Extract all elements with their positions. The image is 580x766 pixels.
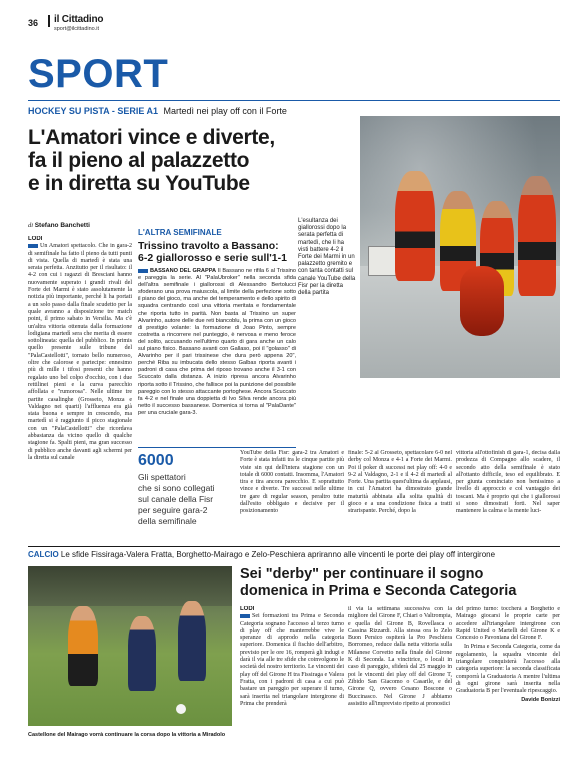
calcio-column-3 xyxy=(456,606,560,751)
calcio-kicker-label: CALCIO xyxy=(28,550,59,559)
byline-prefix: di xyxy=(28,222,34,229)
calcio-author: Davide Bonizzi xyxy=(521,696,560,703)
calcio-column-3b-text: In Prima e Seconda Categoria, come da regolamento, la squadra vincente del triangolare conquisterà l'accesso alla categoria superiore: la seconda classificata comporrà la Graduatoria A mentre l'ultima di ogni girone sarà inserita nella Graduatoria B per l'eventuale ripescaggio. xyxy=(456,644,560,695)
bullet-icon xyxy=(138,269,148,273)
calcio-column-1 xyxy=(240,606,344,751)
bullet-icon xyxy=(28,244,38,248)
article-column-4: vittoria all'ottofinish di gara-1, decisa dalla prodezza di Compagno allo scadere, il secondo atto della semifinale è stato all'ottanto difficile, teso ed equilibrato. E per giunta cominciato non benissimo a livello di approccio e col vantaggio dei toscani. Ma è proprio qui che i giallorossi si sono dimostrati forti. Nel saper mantenere la calma e la mente luci- xyxy=(456,450,560,515)
calcio-column-3a-text: del primo turno: toccherà a Borghetto e Mairago giocarsi le proprie carte per accedere all'triangolare intergirone con Rapid United o Martelli del Girone K e Concesio o Pavoniana del Girone F. xyxy=(456,606,560,642)
email-link[interactable]: sport@ilcittadino.it xyxy=(54,26,100,32)
section-title: SPORT xyxy=(28,52,169,96)
sidebar-text: Il Bassano ne rifila 6 al Trissino e pareggia la serie. Al "PalaUbroker" nella seconda sfida dell'altra semifinale i giallorossi di Alessandro Bertolucci sfoderano una prova maiuscola, al limite della perfezione sotto il piano del gioco, ma anche del temperamento e dello spirito di squadra centrando così una vittoria meritata e fondamentale che riporta tutto in parità. Non basta al Trissino un super Alvarinho, autore delle due reti biancoblu, la prima con un gioco di prestigio volante: la formazione di Joao Pinto, sempre costretta a rincorrere nel punteggio, è nervosa e meno feroce del solito, accusando nell'ultimo quarto di gara anche un calo sul piano fisico. Bassano avanti con Gallaso, poi il "golasso" di Alvarinho per il pari trissinese che dura però appena 20", perché Riba su imbucata dello stesso Galbas riporta avanti i padroni di casa che prima del riposo trovano anche il 3-1 con Scuccato dalla distanza. A inizio ripresa ancora Alvarinho riporta sotto il Trissino, che fallisce poi la punizione del possibile pareggio con lo stesso attaccante portoghese. Ancora Scuccato fa 4-2 e nel finale una doppietta di Ivo Silva rende ancora più netto il successo bassanese. Domenica si torna al "PalaDante" per una cruciale gara-3. xyxy=(138,268,296,416)
article-column-3: finale: 5-2 al Grosseto, spettacolare 6-0 nel derby col Monza e 4-1 a Forte dei Marmi. Poi il poker di successi nei play off: 4-0 e 9-2 al Valdagno, 2-1 e il 4-2 di martedì al Forte. Una partita quest'ultima da applausi, in cui l'Amatori ha dimostrato grande maturità abbinata alla solita qualità di gioco e a una condizione fisica a tratti strarispante. Perché, dopo la xyxy=(348,450,452,515)
page-number: 36 xyxy=(28,18,39,28)
byline-author: Stefano Banchetti xyxy=(34,222,90,229)
stat-text-line-5: della semifinale xyxy=(138,516,197,526)
stat-text-line-4: per seguire gara-2 xyxy=(138,505,208,515)
sidebar-headline-line-1: Trissino travolto a Bassano: xyxy=(138,240,279,252)
calcio-column-2: il via la settimana successiva con la migliore del Girone F, Chiari o Valtrompia, e quella del Girone B, Rovellasca o Cassina Rizzardi. Alla stessa ora lo Zelo Buon Persico ospiterà la Pro Peschiera Borromeo, reduce dalla netta vittoria sulla Milanese Corvetto nella finale del Girone K di Seconda. La vincitrice, o locali in caso di pareggio, sfiderà dal 25 maggio in poi le vincenti dei play off del Girone T, Zibido San Giacomo o Casarile, e del Girone Q, ovvero Cesano Boscone o Buccinasco. Nel Girone J abbiamo assistito all'imprevisto ripetto ai pronostici xyxy=(348,606,452,707)
sidebar-dateline: BASSANO DEL GRAPPA xyxy=(150,268,217,274)
calcio-kicker-text: Le sfide Fissiraga-Valera Fratta, Borghetto-Mairago e Zelo-Peschiera apriranno alle vincenti le porte dei play off intergirone xyxy=(60,550,496,559)
section-divider xyxy=(28,546,560,547)
headline xyxy=(28,126,328,195)
calcio-column-1-text: Sei formazioni tra Prima e Seconda Categoria sognano l'accesso al terzo turno di play off che manterrebbe vive le speranze di approdo nella categoria superiore. Domenica il fischio dell'arbitro, previsto per le ore 16, romperà gli indugi e darà il via alle tre sfide che coinvolgono le società del nostro territorio. Le vincenti dei play off del Girone H tra Fissiraga e Valera Fratta, con i padroni di casa a cui può bastare un pareggio per superare il turno, sarà inserita nel triangolare intergirone di Prima che prenderà xyxy=(240,613,344,707)
sidebar-body xyxy=(138,268,296,443)
sidebar-headline-line-2: 6-2 giallorosso e serie sull'1-1 xyxy=(138,252,287,264)
headline-line-2: fa il pieno al palazzetto xyxy=(28,149,250,172)
sidebar-headline xyxy=(138,240,298,264)
calcio-photo xyxy=(28,566,232,726)
kicker-text: Martedì nei play off con il Forte xyxy=(163,106,287,116)
sidebar-kicker: L'ALTRA SEMIFINALE xyxy=(138,228,222,237)
bullet-icon xyxy=(240,614,250,618)
stat-text-line-2: che si sono collegati xyxy=(138,483,215,493)
hockey-photo-caption: L'esultanza dei giallorossi dopo la serata perfetta di martedì, che li ha visti battere 4-2 il Forte dei Marmi in un palazzetto gremito e con tanta contatti sul canale YouTube della Fisr per la diretta della partita xyxy=(298,218,356,297)
calcio-headline-line-1: Sei "derby" per continuare il sogno xyxy=(240,566,484,582)
brand-name: il Cittadino xyxy=(54,14,104,25)
headline-line-3: e in diretta su YouTube xyxy=(28,172,250,195)
dateline: LODI xyxy=(28,236,43,242)
calcio-kicker xyxy=(28,550,560,560)
column-1-text: Un Amatori spettacolo. Che in gara-2 di semifinale ha fatto il pieno da tutti punti di vista. Quella di martedì è stata una serata perfetta. Anzitutto per il risultato: il 4-2 con cui i ragazzi di Bresciani hanno nuovamente superato i grandi rivali del Forte dei Marmi è stato assolutamente la notizia più importante, perché li ha portati a un solo passo dalla finale scudetto per la quale avranno a disposizione tre match point, il primo sabato in Versilia. Ma c'è un'altra vittoria ottenuta dalla formazione lodigiana martedì sera che merita di essere sottolineata: quella del pubblico. In primis quello presente sulle tribune del "PalaCastellotti", tornato bello numeroso, oltre che calorose e partecipe: ennesimo più di mille i tifosi presenti che hanno regalato uno bel colpo d'occhio, con i due rettilinei pieni e la curva parecchio affollata e "rumorosa". Nelle ultime tre partite casalinghe (Grosseto, Monza e Valdagno nei quarti) l'affluenza era già stata buona e sempre in crescendo, ma martedì si è raggiunto il picco stagionale con un "PalaCastellotti" che ricordava abbastanza da vicino quello di qualche stagione fa. Spalti pieni, ma gran successo di pubblico anche davanti agli schermi per la diretta sul canale xyxy=(28,243,132,461)
section-rule xyxy=(28,100,560,101)
stat-text-line-3: sul canale della Fisr xyxy=(138,494,214,504)
calcio-photo-caption: Castellone del Mairago vorrà continuare la corsa dopo la vittoria a Miradolo xyxy=(28,732,226,738)
kicker-label: HOCKEY SU PISTA - SERIE A1 xyxy=(28,106,159,116)
masthead-logo xyxy=(48,15,50,27)
sidebar-rule xyxy=(138,447,296,448)
stat-text-line-1: Gli spettatori xyxy=(138,472,186,482)
stat-text xyxy=(138,472,238,527)
kicker xyxy=(28,106,288,117)
headline-line-1: L'Amatori vince e diverte, xyxy=(28,126,275,149)
hockey-photo xyxy=(360,116,560,378)
article-column-1 xyxy=(28,236,132,536)
article-column-2: YouTube della Fisr: gara-2 tra Amatori e Forte è stata infatti tra le cinque partite più viste sin qui dell'intera stagione con un totale di 6000 contatti. Insomma, l'Amatori tira e tira ancora parecchio. E soprattutto vince e diverte. Tre successi nelle ultime tre gare di regular season, peraltro tutte dall'esito obbligato e decisive per il posizionamento xyxy=(240,450,344,515)
stat-number: 6000 xyxy=(138,452,174,469)
calcio-headline-line-2: domenica in Prima e Seconda Categoria xyxy=(240,583,517,599)
calcio-dateline: LODI xyxy=(240,606,255,612)
calcio-headline xyxy=(240,566,560,600)
byline xyxy=(28,222,90,229)
